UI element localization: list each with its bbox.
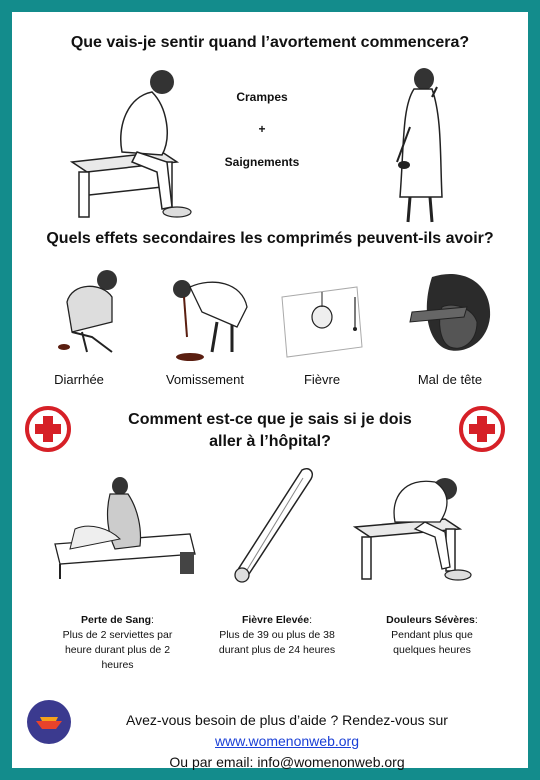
section3-title-line2: aller à l’hôpital?	[209, 433, 331, 450]
card-line: Plus de 39 ou plus de 38	[219, 629, 335, 641]
card-line: durant plus de 24 heures	[218, 644, 336, 656]
red-cross-icon	[24, 405, 72, 453]
heading-colon: :	[474, 614, 478, 626]
woman-severe-pain-illustration	[350, 467, 480, 587]
headache-illustration	[402, 267, 497, 357]
card-line: heure durant plus de 2	[64, 644, 171, 656]
thermometer-illustration	[227, 462, 317, 587]
info-sheet	[12, 12, 528, 768]
cramps-label: Crampes	[236, 90, 288, 104]
section1-title: Que vais-je sentir quand l’avortement commencera?	[70, 34, 470, 51]
heading-colon: :	[309, 614, 313, 626]
fever-label: Fièvre	[303, 372, 341, 387]
womenonweb-link[interactable]: www.womenonweb.org	[215, 733, 359, 749]
footer-email-text: Ou par email: info@womenonweb.org	[169, 754, 405, 770]
card-heading: Fièvre Elevée	[241, 614, 310, 626]
headache-label: Mal de tête	[417, 372, 483, 387]
footer-link-row	[92, 731, 482, 752]
card-heading: Perte de Sang	[81, 614, 152, 626]
card-line: Pendant plus que	[391, 629, 473, 641]
women-on-web-logo	[26, 699, 72, 745]
card-heading: Douleurs Sévères	[386, 614, 475, 626]
section2-title: Quels effets secondaires les comprimés peuvent-ils avoir?	[46, 230, 494, 247]
severe-pain-card	[357, 613, 507, 658]
diarrhea-label: Diarrhée	[54, 372, 104, 387]
heading-colon: :	[151, 614, 154, 626]
red-cross-icon	[458, 405, 506, 453]
card-line: Plus de 2 serviettes par	[62, 629, 173, 641]
footer-help-text: Avez-vous besoin de plus d’aide ? Rendez-vous sur	[126, 712, 448, 728]
vomiting-label: Vomissement	[165, 372, 245, 387]
woman-bleeding-on-bed-illustration	[50, 474, 200, 584]
plus-sign: +	[258, 122, 266, 136]
vomiting-illustration	[162, 267, 257, 367]
section3-title-line1: Comment est-ce que je sais si je dois	[128, 411, 412, 428]
woman-sitting-cramps-illustration	[67, 67, 197, 227]
fever-illustration	[277, 267, 367, 367]
diarrhea-illustration	[52, 262, 132, 362]
bleeding-label: Saignements	[224, 155, 300, 169]
blood-loss-card	[40, 613, 195, 673]
card-line: heures	[101, 659, 134, 671]
high-fever-card	[197, 613, 357, 658]
woman-standing-bleeding-illustration	[382, 67, 462, 227]
card-line: quelques heures	[393, 644, 471, 656]
